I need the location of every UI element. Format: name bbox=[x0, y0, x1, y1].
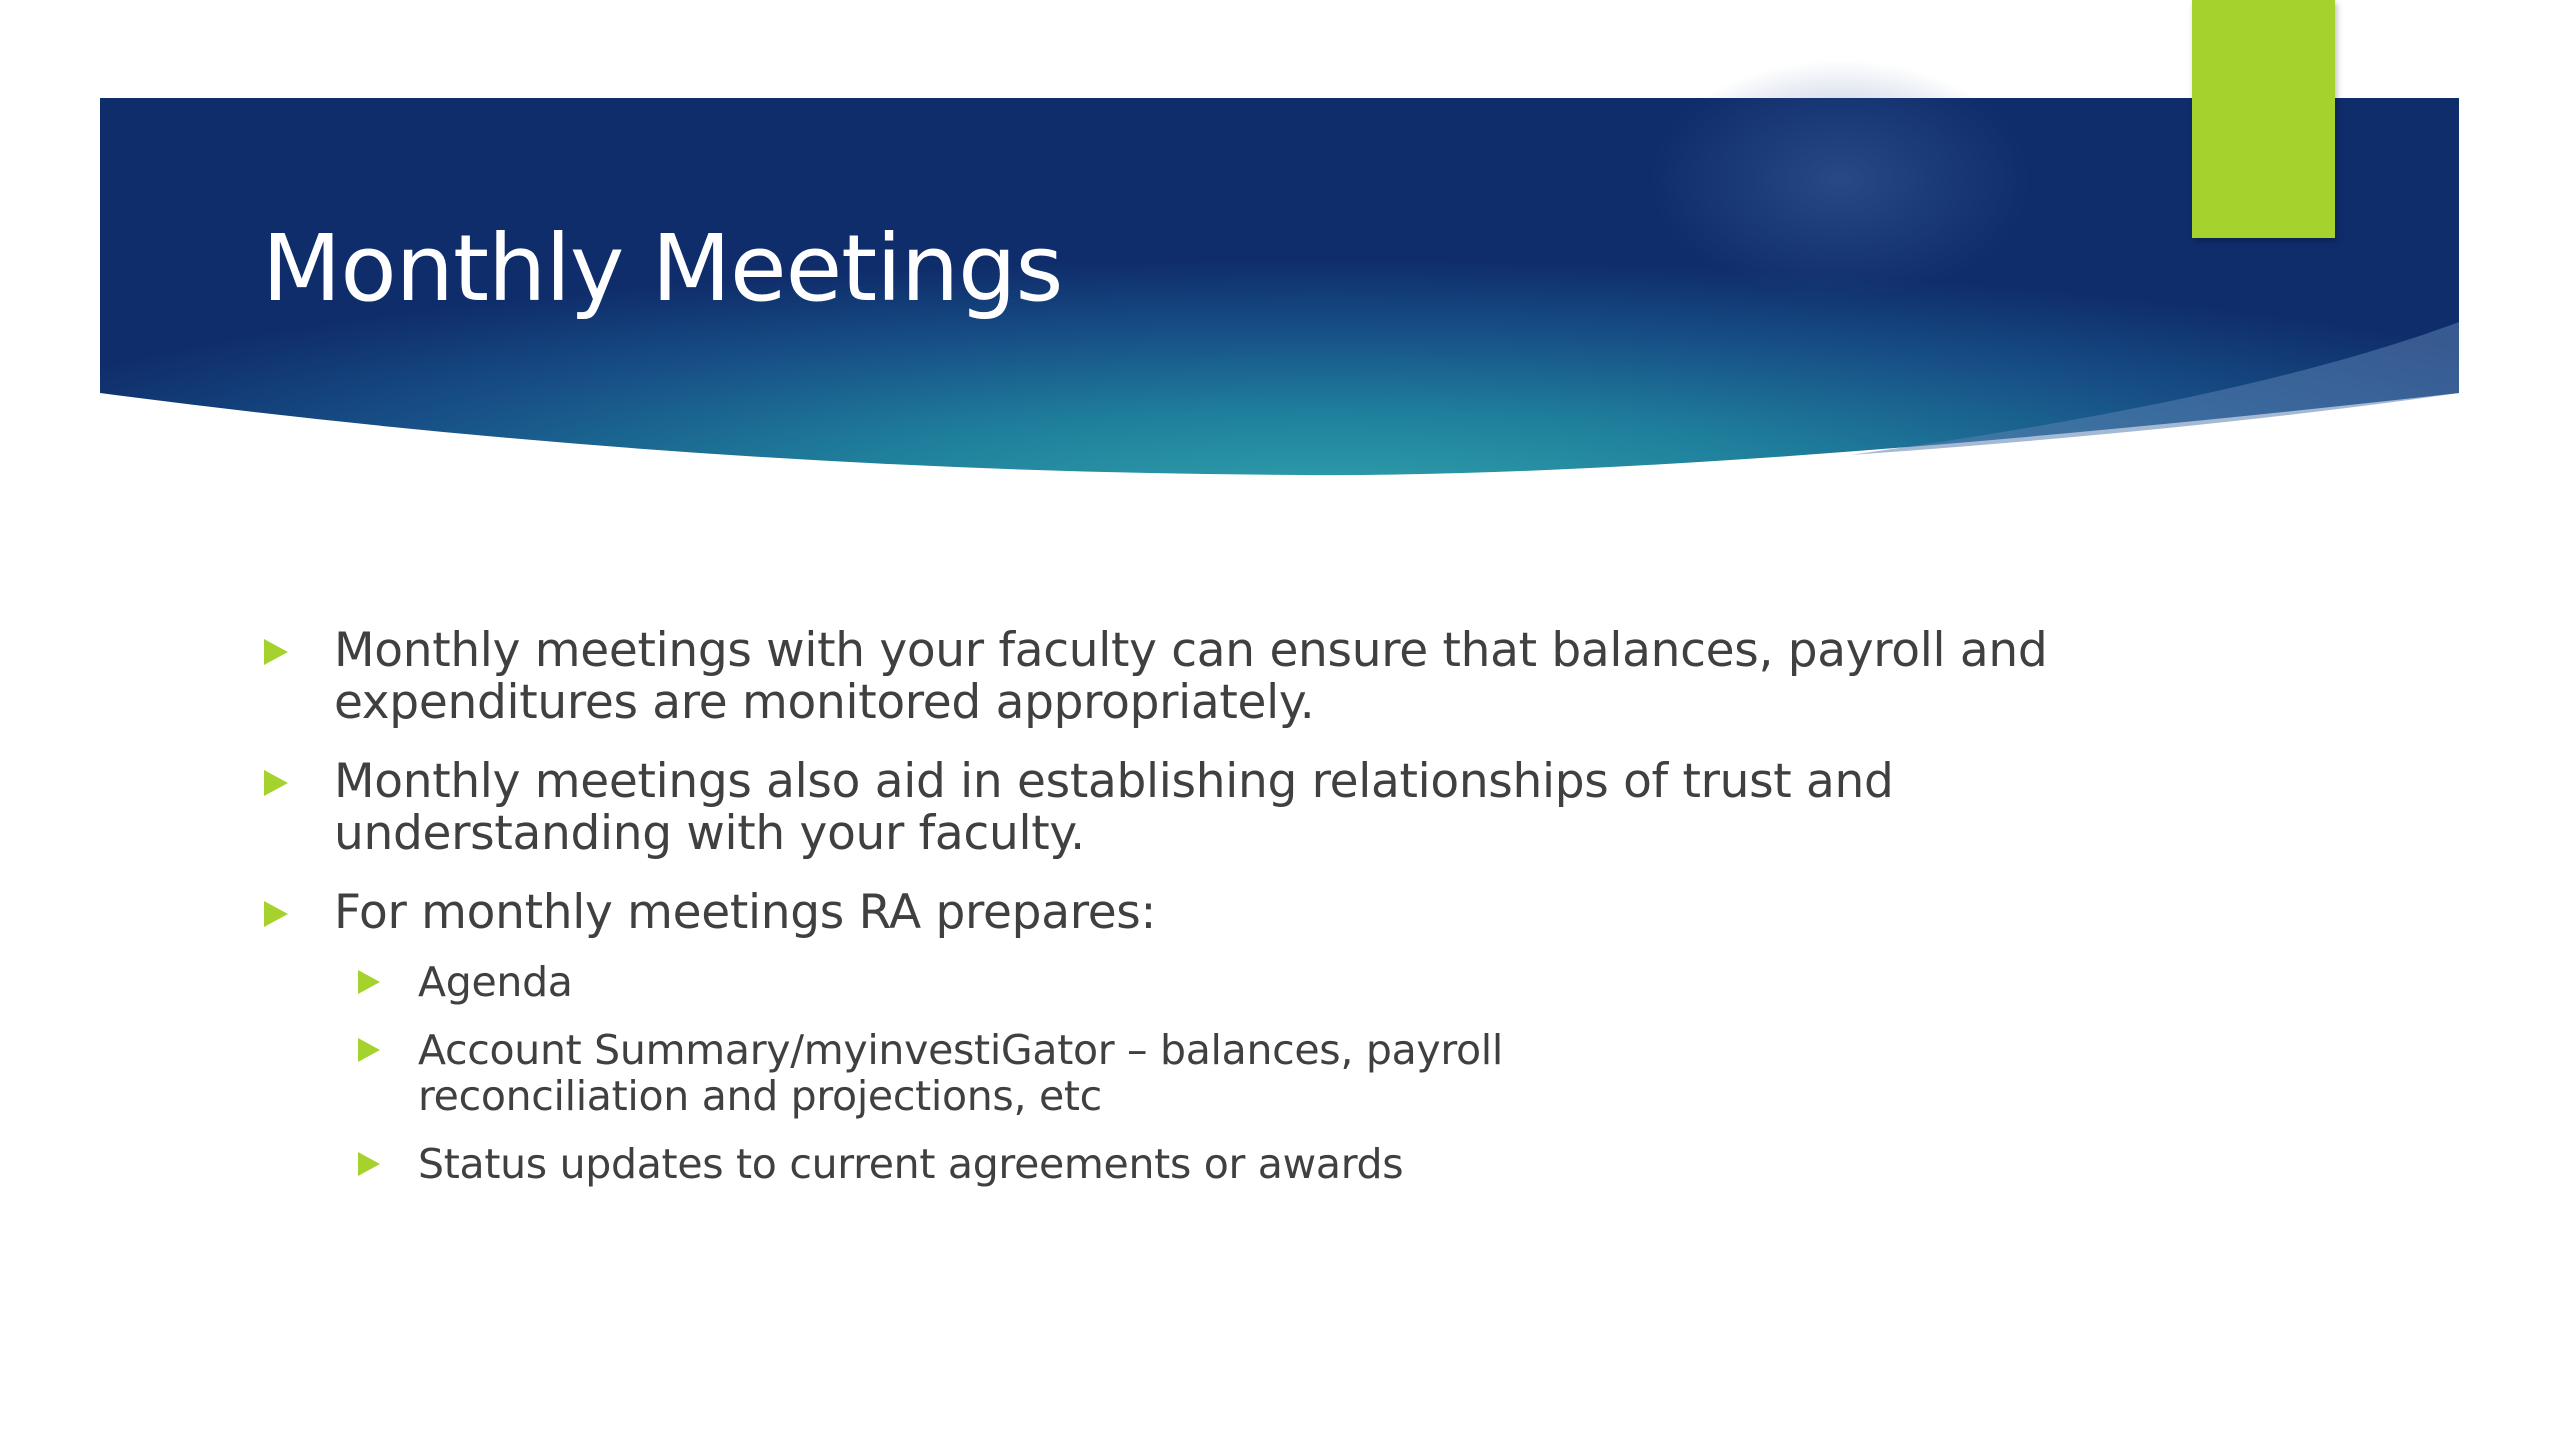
triangle-bullet-icon bbox=[358, 1152, 380, 1176]
triangle-bullet-icon bbox=[358, 970, 380, 994]
sub-bullet-item bbox=[262, 1141, 2162, 1187]
triangle-bullet-icon bbox=[358, 1038, 380, 1062]
bullet-text: Monthly meetings also aid in establishing relationships of trust and understanding with your faculty. bbox=[334, 754, 1894, 861]
bullet-text: Monthly meetings with your faculty can ensure that balances, payroll and expenditures are monitored appropriately. bbox=[334, 623, 2048, 730]
bullet-list bbox=[262, 625, 2162, 1209]
accent-tab bbox=[2192, 0, 2335, 238]
triangle-bullet-icon bbox=[264, 770, 288, 796]
bullet-item bbox=[262, 887, 2162, 939]
sub-bullet-item bbox=[262, 1027, 2162, 1119]
bullet-item bbox=[262, 756, 2162, 860]
slide-title: Monthly Meetings bbox=[262, 215, 1063, 322]
sub-bullet-text: Agenda bbox=[418, 958, 573, 1006]
sub-bullet-text: Status updates to current agreements or awards bbox=[418, 1140, 1404, 1188]
sub-bullet-text: Account Summary/myinvestiGator – balances, payroll reconciliation and projections, etc bbox=[418, 1026, 1503, 1120]
triangle-bullet-icon bbox=[264, 639, 288, 665]
bullet-text: For monthly meetings RA prepares: bbox=[334, 885, 1157, 940]
triangle-bullet-icon bbox=[264, 901, 288, 927]
bullet-item bbox=[262, 625, 2162, 729]
sub-bullet-item bbox=[262, 959, 2162, 1005]
